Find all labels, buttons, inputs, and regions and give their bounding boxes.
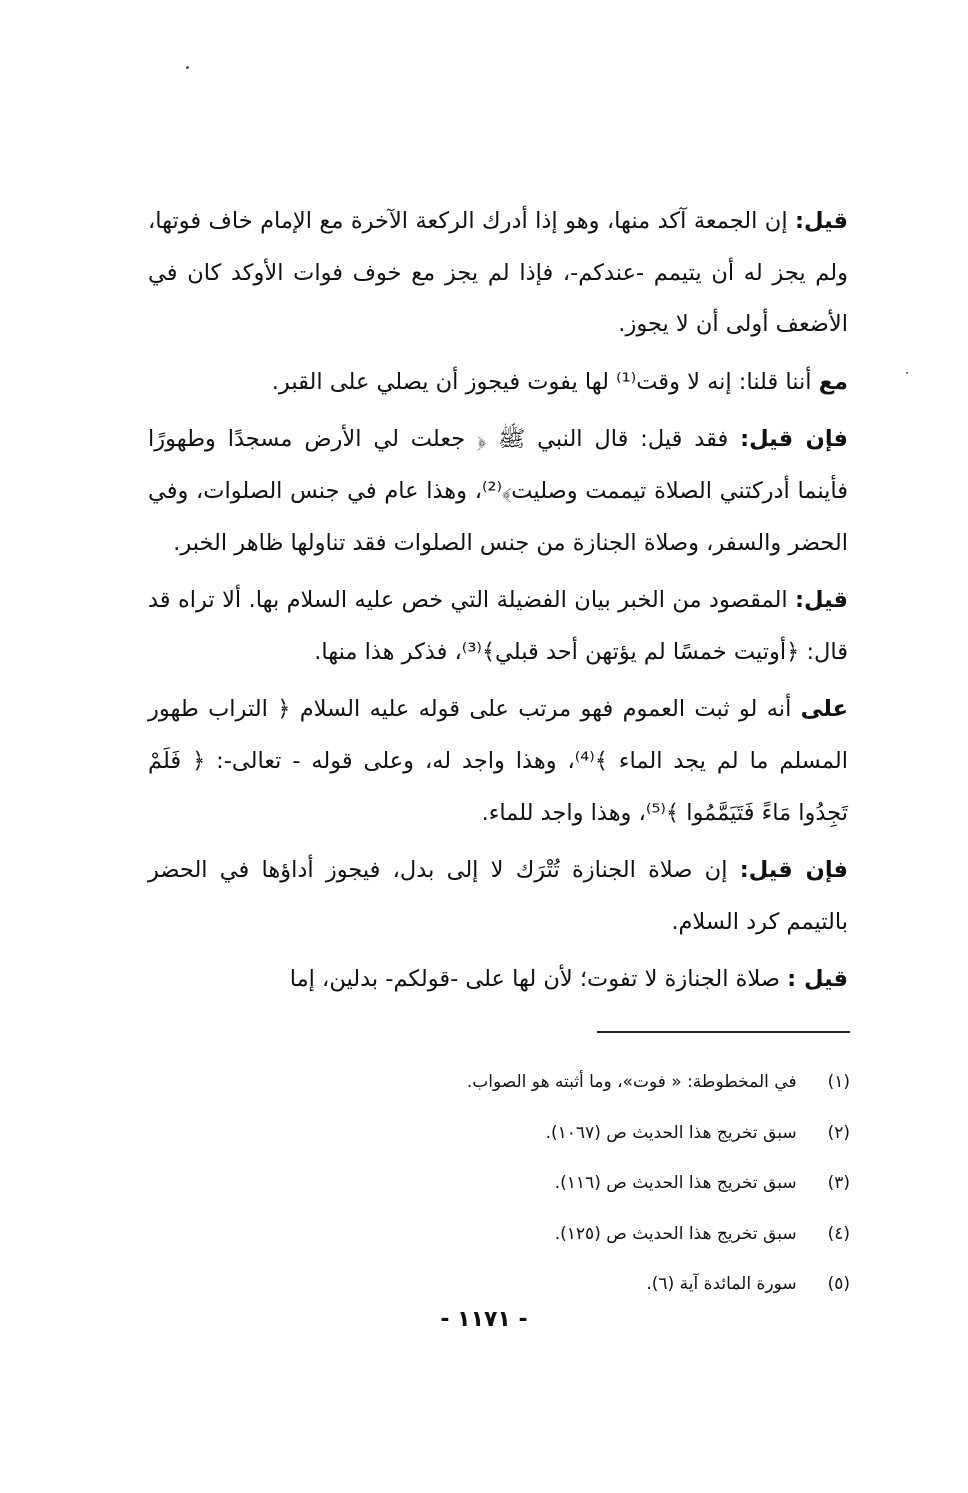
footnotes [300, 1066, 850, 1319]
page-number: - ١١٧١ - [440, 1307, 528, 1332]
footnote-number: (٢) [827, 1122, 850, 1143]
paragraph-lead: قيل: [795, 208, 848, 234]
paragraph-text: أننا قلنا: إنه لا وقت⁽¹⁾ لها يفوت فيجوز أن يصلي على القبر. [271, 368, 819, 395]
paragraph [148, 196, 848, 351]
footnote [300, 1218, 850, 1269]
scan-speck [186, 66, 189, 69]
scan-speck [906, 372, 908, 374]
paragraph [148, 414, 848, 569]
paragraph [148, 954, 848, 1006]
paragraph-lead: فإن قيل: [740, 426, 849, 453]
paragraph-text: فقد قيل: قال النبي ﷺ ﴿ جعلت لي الأرض مسجدًا وطهورًا فأينما أدركتني الصلاة تيممت وصليت﴾⁽²⁾، وهذا عام في جنس الصلوات، وفي الحضر والسفر، وصلاة الجنازة من جنس الصلوات فقد تناولها ظاهر الخبر. [148, 426, 849, 556]
paragraph [148, 845, 848, 948]
paragraph [148, 357, 848, 409]
footnote-number: (١) [827, 1072, 850, 1092]
paragraph-text: أنه لو ثبت العموم فهو مرتب على قوله عليه السلام ﴿ التراب طهور المسلم ما لم يجد الماء ﴾⁽⁴⁾، وهذا واجد له، وعلى قوله - تعالى-: ﴿ فَلَمْ تَجِدُوا مَاءً فَتَيَمَّمُوا ﴾⁽⁵⁾، وهذا واجد للماء. [148, 696, 848, 826]
footnote-text: سبق تخريج هذا الحديث ص (١٠٦٧). [545, 1122, 797, 1143]
paragraph [148, 684, 848, 839]
paragraph-text: إن الجمعة آكد منها، وهو إذا أدرك الركعة الآخرة مع الإمام خاف فوتها، ولم يجز له أن يتيمم -عندكم-، فإذا لم يجز مع خوف فوات الأوكد كان في الأضعف أولى أن لا يجوز. [148, 208, 848, 338]
main-text [148, 196, 848, 1012]
footnote-number: (٤) [827, 1223, 850, 1244]
footnote-divider [597, 1031, 850, 1033]
footnote-number: (٣) [827, 1173, 850, 1193]
footnote-text: في المخطوطة: « فوت»، وما أثبته هو الصواب. [466, 1072, 797, 1092]
footnote-text: سبق تخريج هذا الحديث ص (١١٦). [554, 1173, 797, 1193]
footnote [300, 1167, 850, 1218]
paragraph [148, 575, 848, 678]
footnote [300, 1117, 850, 1168]
paragraph-text: المقصود من الخبر بيان الفضيلة التي خص عليه السلام بها. ألا تراه قد قال: ﴿أوتيت خمسًا لم يؤتهن أحد قبلي﴾⁽³⁾، فذكر هذا منها. [148, 587, 848, 665]
paragraph-lead: قيل: [795, 587, 848, 614]
footnote-text: سبق تخريج هذا الحديث ص (١٢٥). [554, 1223, 797, 1244]
paragraph-text: إن صلاة الجنازة تُتْرَك لا إلى بدل، فيجوز أداؤها في الحضر بالتيمم كرد السلام. [148, 857, 848, 935]
footnote [300, 1066, 850, 1117]
paragraph-lead: على [800, 696, 848, 723]
footnote-number: (٥) [827, 1274, 850, 1294]
paragraph-lead: مع [818, 368, 848, 395]
footnote-text: سورة المائدة آية (٦). [646, 1274, 797, 1294]
paragraph-lead: قيل : [787, 966, 848, 993]
paragraph-lead: فإن قيل: [739, 857, 848, 884]
paragraph-text: صلاة الجنازة لا تفوت؛ لأن لها على -قولكم- بدلين، إما [289, 966, 788, 993]
